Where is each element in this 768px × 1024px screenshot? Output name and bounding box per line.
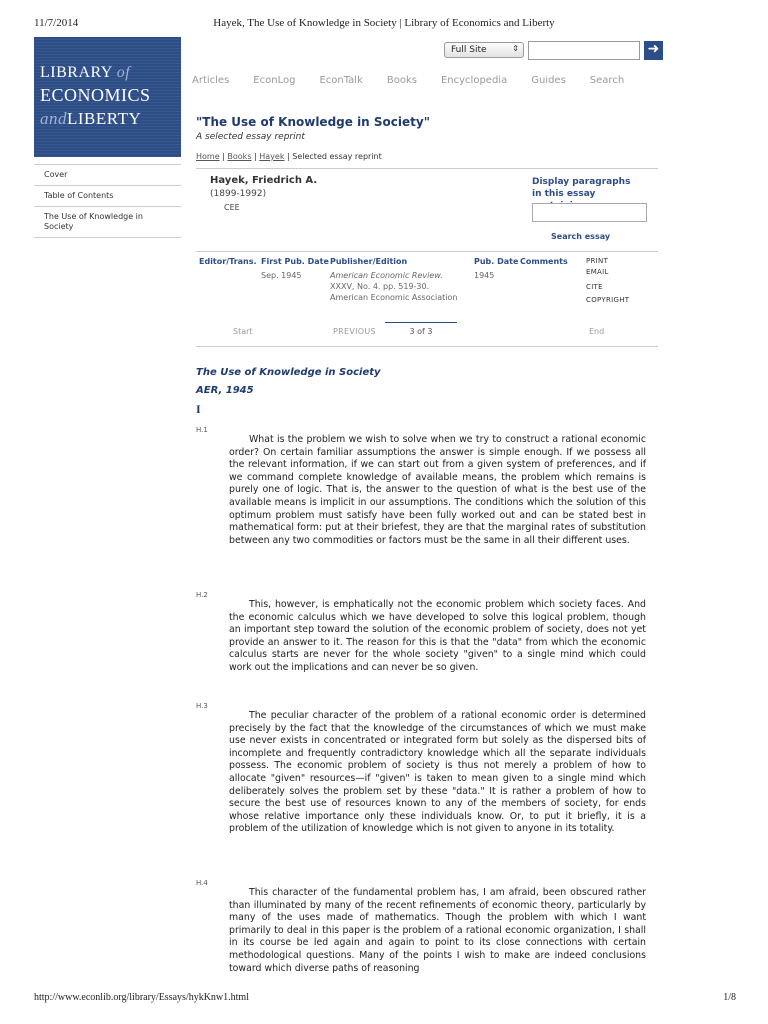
site-search-input[interactable] [528,41,640,60]
nav-guides[interactable]: Guides [531,75,566,86]
author-tag[interactable]: CEE [224,203,240,212]
divider [196,168,658,169]
pagination-count: 3 of 3 [385,322,457,336]
meta-publisher-name: American Economic Association [330,293,458,302]
essay-title: The Use of Knowledge in Society [196,367,381,378]
paragraph-search-label: Display paragraphs in this essay [532,177,631,199]
breadcrumb-current: | Selected essay reprint [284,152,382,161]
logo-line-1: LIBRARY of [40,64,131,81]
nav-encyclopedia[interactable]: Encyclopedia [440,75,508,86]
print-url: http://www.econlib.org/library/Essays/hykKnw1.html [34,992,249,1003]
search-essay-button[interactable]: Search essay [551,232,611,241]
site-scope-value: Full Site [451,45,487,55]
paragraph-number[interactable]: H.2 [196,591,208,599]
updown-chevron-icon: ⇕ [512,44,519,53]
nav-econtalk[interactable]: EconTalk [319,75,363,86]
author-name[interactable]: Hayek, Friedrich A. [210,175,318,186]
paragraph-number[interactable]: H.3 [196,702,208,710]
breadcrumb [196,152,382,161]
divider [196,346,658,347]
site-logo[interactable] [34,37,181,157]
meta-publisher-issue: XXXV, No. 4. pp. 519-30. [330,282,430,291]
logo-line-3: andLIBERTY [40,109,142,128]
pagination-end[interactable]: End [589,327,605,336]
meta-header-editor: Editor/Trans. [199,257,257,266]
nav-search[interactable]: Search [589,75,625,86]
meta-header-publisher: Publisher/Edition [330,257,408,266]
copyright-link[interactable]: COPYRIGHT [586,296,630,304]
page-title: "The Use of Knowledge in Society" [196,115,430,129]
breadcrumb-sep: | [251,152,260,161]
essay-paragraph: This, however, is emphatically not the economic problem which society faces. And the economic calculus which we have developed to solve this logical problem, though an important step toward the solution of the economic problem of society, does not yet provide an answer to it. The reason for this is that the "data" from which the economic calculus starts are never for the whole society "given" to a single mind which could work out the implications and can never be so given. [229,599,646,673]
email-link[interactable]: EMAIL [586,268,609,276]
nav-econlog[interactable]: EconLog [253,75,296,86]
meta-header-pub-date: Pub. Date [474,257,519,266]
print-link[interactable]: PRINT [586,257,609,265]
search-go-button[interactable] [644,41,663,60]
divider [196,251,658,252]
paragraph-number[interactable]: H.4 [196,879,208,887]
essay-paragraph: This character of the fundamental problem has, I am afraid, been obscured rather than illuminated by many of the recent refinements of economic theory, particularly by many of the uses made of mathematics. Though the problem with which I want primarily to deal in this paper is the problem of a rational economic organization, I shall in its course be led again and again to point to its close connections with certain methodological questions. Many of the points I wish to make are indeed conclusions toward which diverse paths of reasoning [229,887,646,974]
essay-source: AER, 1945 [196,385,254,396]
logo-line-2: ECONOMICS [40,85,151,105]
paragraph-number[interactable]: H.1 [196,426,208,434]
paragraph-search-input[interactable] [532,203,647,222]
page-subtitle: A selected essay reprint [196,132,305,142]
nav-books[interactable]: Books [386,75,417,86]
section-number: I [196,402,201,416]
essay-paragraph: The peculiar character of the problem of a rational economic order is determined precisely by the fact that the knowledge of the circumstances of which we must make use never exists in concentrated or integrated form but solely as the dispersed bits of incomplete and frequently contradictory knowledge which all the separate individuals possess. The economic problem of society is thus not merely a problem of how to allocate "given" resources—if "given" is taken to mean given to a single mind which deliberately solves the problem set by these "data." It is rather a problem of how to secure the best use of resources known to any of the members of society, for ends whose relative importance only these individuals know. Or, to put it briefly, it is a problem of the utilization of knowledge which is not given to anyone in its totality. [229,710,646,835]
pagination-start[interactable]: Start [233,327,253,336]
author-dates: (1899-1992) [210,189,267,199]
breadcrumb-sep: | [219,152,228,161]
meta-header-comments: Comments [520,257,568,266]
arrow-right-icon: ➜ [647,41,660,57]
site-scope-select[interactable] [444,42,524,58]
sidebar-item-essay[interactable]: The Use of Knowledge in Society [34,207,181,238]
breadcrumb-hayek[interactable]: Hayek [259,152,285,161]
breadcrumb-books[interactable]: Books [227,152,252,161]
essay-paragraph: What is the problem we wish to solve when we try to construct a rational economic order? On certain familiar assumptions the answer is simple enough. If we possess all the relevant information, if we can start out from a given system of preferences, and if we command complete knowledge of available means, the problem which remains is purely one of logic. That is, the answer to the question of what is the best use of the available means is implicit in our assumptions. The conditions which the solution of this optimum problem must satisfy have been fully worked out and can be stated best in mathematical form: put at their briefest, they are that the marginal rates of substitution between any two commodities or factors must be the same in all their different uses. [229,434,646,546]
meta-first-pub: Sep. 1945 [261,271,302,280]
meta-publisher-journal: American Economic Review. [330,271,443,280]
print-date: 11/7/2014 [34,17,79,29]
meta-header-first-pub: First Pub. Date [261,257,329,266]
pagination-previous[interactable]: PREVIOUS [333,327,376,336]
breadcrumb-home[interactable]: Home [196,152,220,161]
sidebar [34,164,181,238]
print-page-number: 1/8 [723,992,736,1003]
meta-pub-date: 1945 [474,271,495,280]
print-title: Hayek, The Use of Knowledge in Society | Library of Economics and Liberty [213,17,555,29]
sidebar-item-cover[interactable]: Cover [34,165,181,186]
main-nav [192,75,648,86]
nav-articles[interactable]: Articles [192,75,230,86]
cite-link[interactable]: CITE [586,283,603,291]
sidebar-item-table-of-contents[interactable]: Table of Contents [34,186,181,207]
